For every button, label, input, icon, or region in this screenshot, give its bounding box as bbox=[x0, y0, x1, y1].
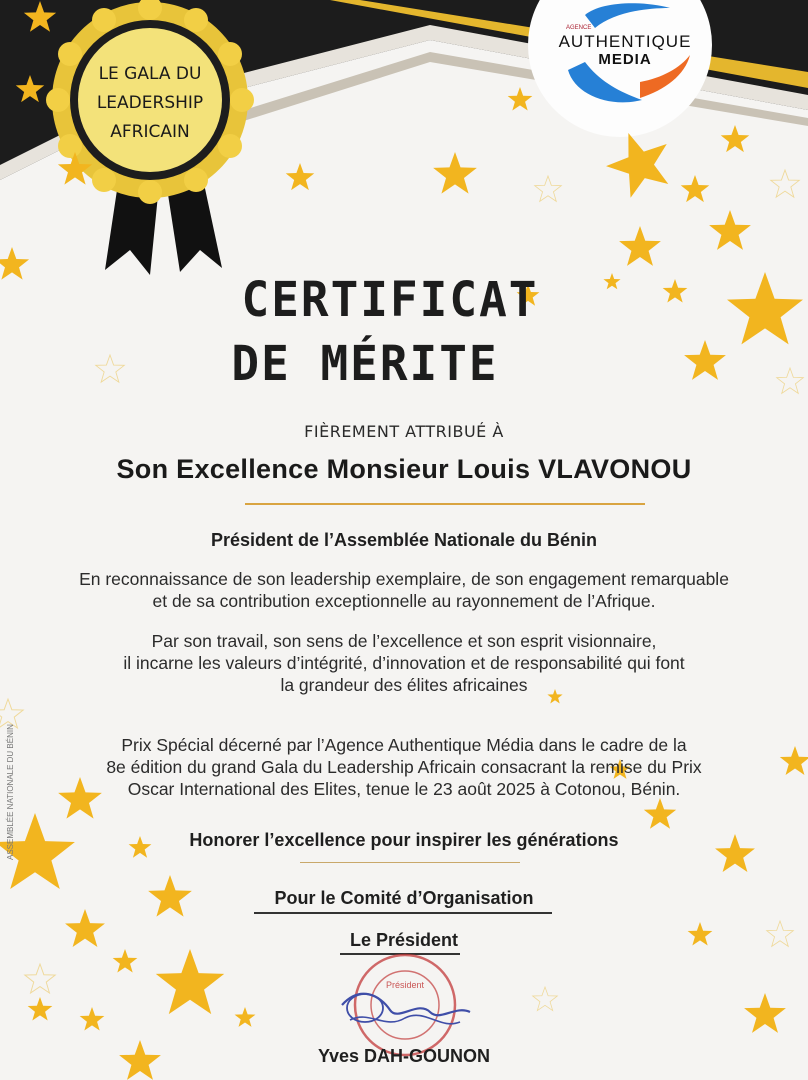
paragraph-line: la grandeur des élites africaines bbox=[280, 675, 528, 695]
certificate-title-line1: CERTIFICAT bbox=[241, 270, 539, 328]
badge-line: AFRICAIN bbox=[110, 122, 190, 142]
paragraph-line: Prix Spécial décerné par l’Agence Authentique Média dans le cadre de la bbox=[121, 735, 687, 755]
signature bbox=[342, 994, 470, 1015]
certificate-subtitle: FIÈREMENT ATTRIBUÉ À bbox=[304, 422, 504, 441]
official-stamp bbox=[330, 950, 480, 1060]
paragraph-values bbox=[0, 630, 808, 696]
committee-label: Pour le Comité d’Organisation bbox=[274, 888, 534, 908]
divider bbox=[300, 862, 520, 863]
certificate-title-line2: DE MÉRITE bbox=[231, 334, 499, 392]
paragraph-line: et de sa contribution exceptionnelle au rayonnement de l’Afrique. bbox=[152, 591, 656, 611]
badge-line: LE GALA DU bbox=[98, 64, 202, 84]
paragraph-line: 8e édition du grand Gala du Leadership Africain consacrant la remise du Prix bbox=[106, 757, 702, 777]
paragraph-award bbox=[0, 734, 808, 800]
paragraph-recognition bbox=[0, 568, 808, 612]
badge-label bbox=[80, 60, 220, 147]
paragraph-line: Par son travail, son sens de l’excellence et son esprit visionnaire, bbox=[151, 631, 657, 651]
logo-small-text: AGENCE bbox=[566, 25, 592, 31]
recipient-name: Son Excellence Monsieur Louis VLAVONOU bbox=[116, 454, 692, 484]
paragraph-line: En reconnaissance de son leadership exemplaire, de son engagement remarquable bbox=[79, 569, 729, 589]
signatory-name: Yves DAH-GOUNON bbox=[317, 1046, 491, 1066]
motto: Honorer l’excellence pour inspirer les générations bbox=[189, 830, 619, 850]
logo-sub: MEDIA bbox=[598, 51, 652, 68]
president-label: Le Président bbox=[349, 930, 459, 950]
badge-line: LEADERSHIP bbox=[96, 93, 204, 113]
underline bbox=[254, 912, 552, 914]
side-watermark: ASSEMBLÉE NATIONALE DU BÉNIN bbox=[6, 724, 15, 860]
logo-name: AUTHENTIQUE bbox=[558, 32, 692, 51]
stamp-text: Président bbox=[385, 980, 425, 990]
divider bbox=[245, 503, 645, 505]
agency-logo bbox=[528, 0, 712, 137]
paragraph-line: Oscar International des Elites, tenue le 23 août 2025 à Cotonou, Bénin. bbox=[127, 779, 681, 799]
recipient-role: Président de l’Assemblée Nationale du Bénin bbox=[210, 530, 598, 550]
paragraph-line: il incarne les valeurs d’intégrité, d’innovation et de responsabilité qui font bbox=[123, 653, 685, 673]
